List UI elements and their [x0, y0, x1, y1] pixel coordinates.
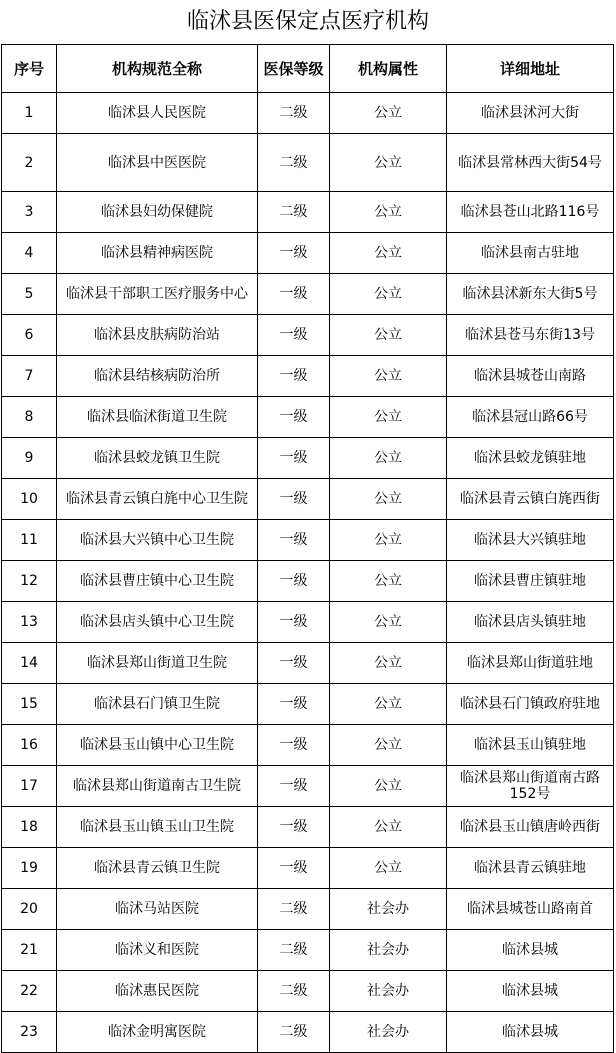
cell-index: 19	[2, 848, 57, 889]
cell-name: 临沭县干部职工医疗服务中心	[57, 274, 258, 315]
cell-name: 临沭县皮肤病防治站	[57, 315, 258, 356]
table-row	[2, 520, 614, 561]
cell-type: 公立	[330, 356, 447, 397]
cell-index: 9	[2, 438, 57, 479]
table-row	[2, 315, 614, 356]
cell-address: 临沭县沭新东大街5号	[447, 274, 614, 315]
cell-index: 16	[2, 725, 57, 766]
cell-name: 临沭县曹庄镇中心卫生院	[57, 561, 258, 602]
table-row	[2, 561, 614, 602]
cell-address: 临沭县苍马东街13号	[447, 315, 614, 356]
table-row	[2, 930, 614, 971]
cell-level: 一级	[258, 356, 330, 397]
cell-address: 临沭县城	[447, 1012, 614, 1053]
cell-level: 一级	[258, 684, 330, 725]
cell-name: 临沭县大兴镇中心卫生院	[57, 520, 258, 561]
cell-name: 临沭县玉山镇玉山卫生院	[57, 807, 258, 848]
cell-name: 临沭县蛟龙镇卫生院	[57, 438, 258, 479]
cell-name: 临沭县郑山街道卫生院	[57, 643, 258, 684]
cell-address: 临沭县冠山路66号	[447, 397, 614, 438]
table-row	[2, 807, 614, 848]
cell-level: 一级	[258, 643, 330, 684]
cell-name: 临沭马站医院	[57, 889, 258, 930]
table-row	[2, 889, 614, 930]
table-row	[2, 971, 614, 1012]
table-row	[2, 684, 614, 725]
cell-address: 临沭县城	[447, 930, 614, 971]
cell-type: 公立	[330, 766, 447, 807]
header-index: 序号	[2, 45, 57, 93]
cell-level: 一级	[258, 315, 330, 356]
cell-index: 14	[2, 643, 57, 684]
cell-index: 21	[2, 930, 57, 971]
cell-index: 5	[2, 274, 57, 315]
cell-type: 公立	[330, 848, 447, 889]
cell-name: 临沭县青云镇白旄中心卫生院	[57, 479, 258, 520]
table-row	[2, 725, 614, 766]
cell-type: 公立	[330, 134, 447, 192]
cell-level: 一级	[258, 602, 330, 643]
cell-level: 一级	[258, 479, 330, 520]
cell-address: 临沭县青云镇驻地	[447, 848, 614, 889]
table-row	[2, 134, 614, 192]
cell-address: 临沭县青云镇白旄西街	[447, 479, 614, 520]
table-row	[2, 274, 614, 315]
cell-level: 二级	[258, 889, 330, 930]
cell-level: 一级	[258, 397, 330, 438]
cell-index: 3	[2, 192, 57, 233]
cell-type: 公立	[330, 438, 447, 479]
cell-name: 临沭县精神病医院	[57, 233, 258, 274]
cell-type: 公立	[330, 233, 447, 274]
table-row	[2, 1012, 614, 1053]
cell-address: 临沭县城	[447, 971, 614, 1012]
table-row	[2, 397, 614, 438]
cell-level: 二级	[258, 134, 330, 192]
cell-index: 20	[2, 889, 57, 930]
cell-type: 公立	[330, 93, 447, 134]
cell-index: 11	[2, 520, 57, 561]
cell-level: 一级	[258, 807, 330, 848]
cell-type: 公立	[330, 274, 447, 315]
table-row	[2, 848, 614, 889]
cell-index: 18	[2, 807, 57, 848]
table-row	[2, 643, 614, 684]
cell-level: 二级	[258, 930, 330, 971]
cell-name: 临沭惠民医院	[57, 971, 258, 1012]
table-row	[2, 438, 614, 479]
cell-type: 公立	[330, 807, 447, 848]
header-level: 医保等级	[258, 45, 330, 93]
cell-address: 临沭县苍山北路116号	[447, 192, 614, 233]
cell-index: 22	[2, 971, 57, 1012]
cell-index: 8	[2, 397, 57, 438]
table-row	[2, 356, 614, 397]
institution-table	[1, 44, 614, 1053]
cell-level: 一级	[258, 274, 330, 315]
cell-level: 二级	[258, 93, 330, 134]
cell-name: 临沭县郑山街道南古卫生院	[57, 766, 258, 807]
cell-type: 社会办	[330, 889, 447, 930]
cell-address: 临沭县郑山街道南古路152号	[447, 766, 614, 807]
cell-index: 12	[2, 561, 57, 602]
cell-level: 一级	[258, 848, 330, 889]
cell-type: 公立	[330, 192, 447, 233]
cell-address: 临沭县店头镇驻地	[447, 602, 614, 643]
cell-address: 临沭县南古驻地	[447, 233, 614, 274]
cell-type: 公立	[330, 520, 447, 561]
cell-level: 二级	[258, 971, 330, 1012]
cell-index: 17	[2, 766, 57, 807]
cell-level: 一级	[258, 561, 330, 602]
cell-name: 临沭义和医院	[57, 930, 258, 971]
cell-type: 社会办	[330, 1012, 447, 1053]
table-row	[2, 192, 614, 233]
cell-type: 社会办	[330, 930, 447, 971]
cell-type: 公立	[330, 561, 447, 602]
cell-type: 公立	[330, 684, 447, 725]
table-row	[2, 479, 614, 520]
cell-address: 临沭县石门镇政府驻地	[447, 684, 614, 725]
cell-name: 临沭县临沭街道卫生院	[57, 397, 258, 438]
cell-type: 公立	[330, 315, 447, 356]
cell-name: 临沭县青云镇卫生院	[57, 848, 258, 889]
cell-type: 公立	[330, 602, 447, 643]
cell-name: 临沭县石门镇卫生院	[57, 684, 258, 725]
cell-level: 二级	[258, 1012, 330, 1053]
cell-index: 10	[2, 479, 57, 520]
cell-type: 社会办	[330, 971, 447, 1012]
cell-index: 7	[2, 356, 57, 397]
cell-level: 一级	[258, 766, 330, 807]
cell-name: 临沭县店头镇中心卫生院	[57, 602, 258, 643]
cell-index: 1	[2, 93, 57, 134]
cell-address: 临沭县沭河大街	[447, 93, 614, 134]
cell-address: 临沭县城苍山南路	[447, 356, 614, 397]
cell-level: 一级	[258, 233, 330, 274]
cell-index: 23	[2, 1012, 57, 1053]
cell-type: 公立	[330, 397, 447, 438]
header-address: 详细地址	[447, 45, 614, 93]
cell-index: 4	[2, 233, 57, 274]
table-row	[2, 93, 614, 134]
cell-type: 公立	[330, 725, 447, 766]
cell-address: 临沭县大兴镇驻地	[447, 520, 614, 561]
cell-address: 临沭县曹庄镇驻地	[447, 561, 614, 602]
cell-level: 二级	[258, 192, 330, 233]
cell-index: 2	[2, 134, 57, 192]
cell-address: 临沭县玉山镇驻地	[447, 725, 614, 766]
cell-index: 15	[2, 684, 57, 725]
cell-name: 临沭金明寓医院	[57, 1012, 258, 1053]
table-row	[2, 602, 614, 643]
cell-level: 一级	[258, 438, 330, 479]
cell-address: 临沭县玉山镇唐岭西街	[447, 807, 614, 848]
table-row	[2, 766, 614, 807]
cell-level: 一级	[258, 520, 330, 561]
cell-address: 临沭县郑山街道驻地	[447, 643, 614, 684]
cell-address: 临沭县常林西大街54号	[447, 134, 614, 192]
table-row	[2, 233, 614, 274]
cell-level: 一级	[258, 725, 330, 766]
cell-name: 临沭县玉山镇中心卫生院	[57, 725, 258, 766]
cell-address: 临沭县蛟龙镇驻地	[447, 438, 614, 479]
cell-address: 临沭县城苍山路南首	[447, 889, 614, 930]
cell-type: 公立	[330, 479, 447, 520]
cell-name: 临沭县人民医院	[57, 93, 258, 134]
cell-name: 临沭县结核病防治所	[57, 356, 258, 397]
header-name: 机构规范全称	[57, 45, 258, 93]
page-title: 临沭县医保定点医疗机构	[186, 9, 429, 34]
table-header-row	[2, 45, 614, 93]
cell-type: 公立	[330, 643, 447, 684]
header-type: 机构属性	[330, 45, 447, 93]
cell-index: 6	[2, 315, 57, 356]
cell-name: 临沭县妇幼保健院	[57, 192, 258, 233]
cell-name: 临沭县中医医院	[57, 134, 258, 192]
cell-index: 13	[2, 602, 57, 643]
